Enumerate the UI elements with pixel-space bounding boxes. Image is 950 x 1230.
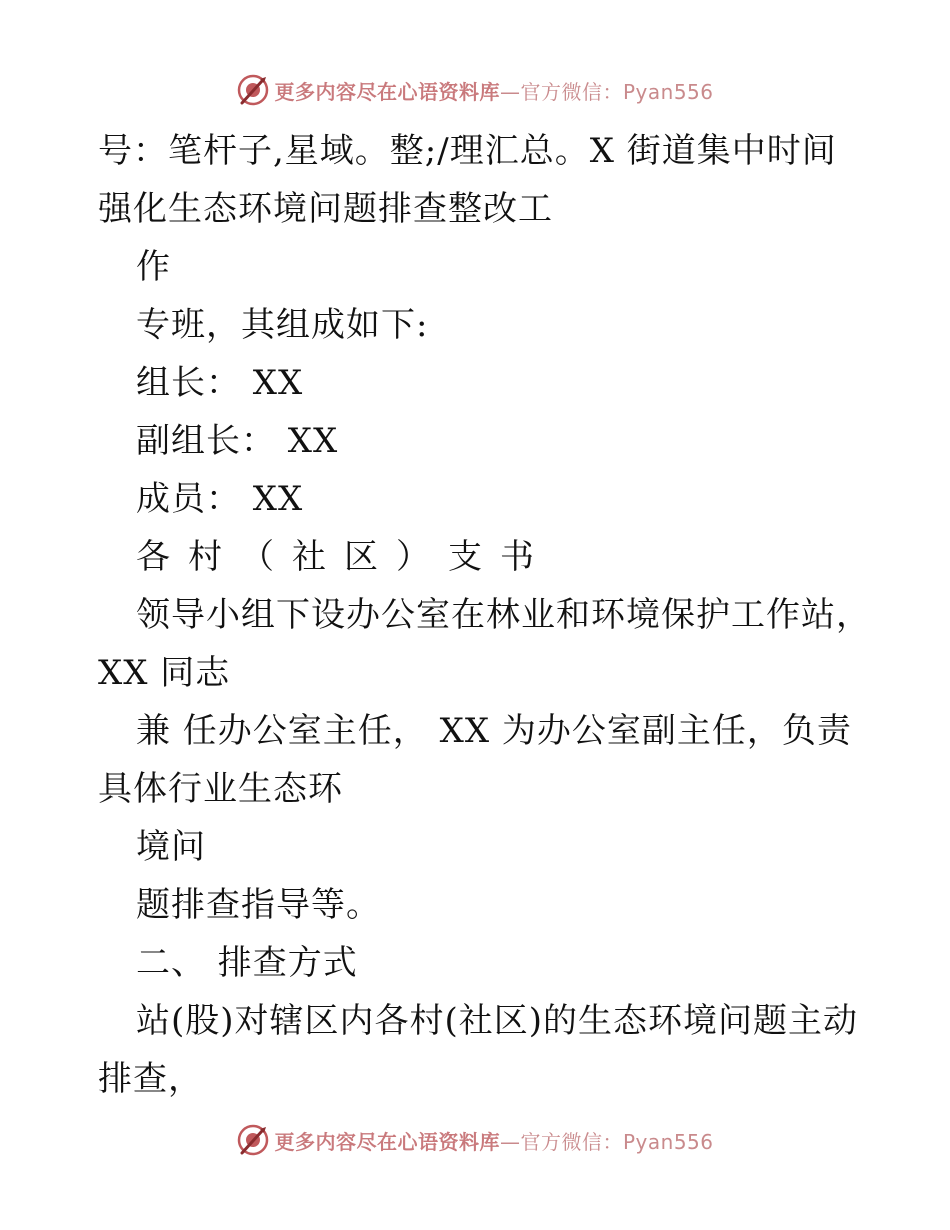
body-line: 号：笔杆子,星域。整;/理汇总。X 街道集中时间 [98, 131, 837, 171]
header-watermark-sep: —官方微信： [499, 79, 623, 104]
footer-watermark-main: 更多内容尽在心语资料库 [274, 1129, 500, 1154]
footer-watermark-sep: —官方微信： [499, 1129, 623, 1154]
section-heading: 二、 排查方式 [136, 943, 358, 983]
pen-circle-logo-icon [236, 1123, 270, 1157]
body-line: 各村（社区）支书 [136, 537, 552, 577]
body-line: 强化生态环境问题排查整改工 [98, 189, 553, 229]
body-line: 具体行业生态环 [98, 769, 343, 809]
body-line: 境问 [136, 827, 206, 867]
body-line: 题排查指导等。 [136, 885, 381, 925]
header-watermark-text [274, 76, 713, 105]
body-line: 作 [136, 247, 171, 287]
header-watermark-banner [0, 70, 950, 110]
header-watermark-contact: Pyan556 [622, 79, 714, 104]
footer-watermark-contact: Pyan556 [622, 1129, 714, 1154]
body-line: 兼 任办公室主任， XX 为办公室副主任，负责 [136, 711, 852, 751]
body-line: 组长： XX [136, 363, 304, 403]
body-line: 副组长： XX [136, 421, 339, 461]
body-line: 成员： XX [136, 479, 304, 519]
footer-watermark-banner [0, 1120, 950, 1160]
body-line: 站(股)对辖区内各村(社区)的生态环境问题主动 [136, 1001, 859, 1041]
body-line: 专班，其组成如下: [136, 305, 429, 345]
header-watermark-main: 更多内容尽在心语资料库 [274, 79, 500, 104]
pen-circle-logo-icon [236, 73, 270, 107]
body-line: 排查， [98, 1059, 203, 1099]
document-body [98, 122, 871, 1108]
footer-watermark-text [274, 1126, 713, 1155]
body-line: XX 同志 [98, 653, 231, 693]
body-line: 领导小组下设办公室在林业和环境保护工作站， [136, 595, 871, 635]
